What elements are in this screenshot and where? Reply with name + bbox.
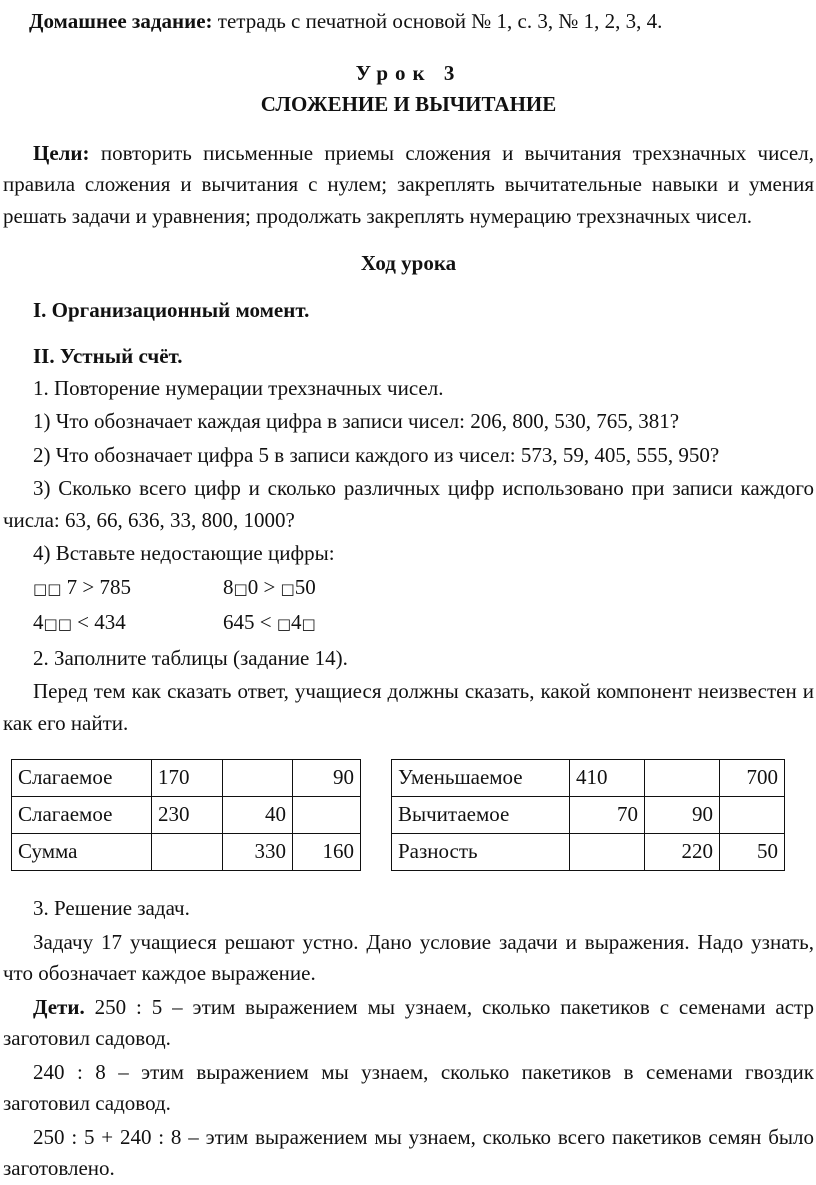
subtraction-table [391,759,785,871]
table-cell: Слагаемое [12,797,152,834]
table-cell: Сумма [12,834,152,871]
homework-text: тетрадь с печатной основой № 1, с. 3, № 1, 2, 3, 4. [212,9,663,33]
tasks-paragraph-2: Дети. 250 : 5 – этим выражением мы узнаем, сколько пакетиков с семенами астр заготовил садовод. [3,994,814,1050]
addition-table [11,759,361,871]
oral-question-3: 3) Сколько всего цифр и сколько различных цифр использовано при записи каждого числа: 63, 66, 636, 33, 800, 1000? [3,476,814,532]
homework-label: Домашнее задание: [29,9,213,33]
table-cell: 330 [223,834,293,871]
table-cell: 230 [152,797,223,834]
goals-text: повторить письменные приемы сложения и вычитания трехзначных чисел, правила сложения и вычитания с нулем; закреплять вычитательные навыки и умения решать задачи и уравнения; продолжать закреплять нумерацию трехзначных чисел. [3,140,814,228]
missing-digits-expr-2: 8□0 > □50 [223,574,316,599]
missing-digits-expr-4: 645 < □4□ [223,610,316,634]
table-cell: Уменьшаемое [392,760,570,797]
table-row [12,834,361,871]
tasks-paragraph-4: 250 : 5 + 240 : 8 – этим выражением мы узнаем, сколько всего пакетиков семян было заготовлено. [3,1124,814,1180]
blank-box: □ [57,615,72,633]
section-oral-count: II. Устный счёт. [33,344,183,368]
table-cell [645,760,720,797]
table-cell: 700 [720,760,785,797]
course-title: Ход урока [360,251,457,275]
table-cell [223,760,293,797]
oral-question-4: 4) Вставьте недостающие цифры: [33,541,335,565]
tables-block [11,759,814,871]
blank-box: □ [233,579,248,598]
lesson-title: СЛОЖЕНИЕ И ВЫЧИТАНИЕ [260,92,557,116]
table-cell [152,834,223,871]
table-cell: Слагаемое [12,760,152,797]
table-cell: 220 [645,834,720,871]
table-cell: 90 [293,760,361,797]
missing-digits-row-1 [3,572,814,606]
section-organizational: I. Организационный момент. [33,297,310,322]
oral-item-1: 1. Повторение нумерации трехзначных чисел. [33,375,444,400]
table-cell [720,797,785,834]
blank-box: □ [43,615,58,633]
homework-line [29,6,814,38]
tasks-item-3: 3. Решение задач. [33,896,190,920]
table-cell: 90 [645,797,720,834]
table-row [12,760,361,797]
table-cell: Разность [392,834,570,871]
goals-label: Цели: [33,140,90,165]
goals-paragraph [3,138,814,233]
table-cell: 70 [570,797,645,834]
children-label: Дети. [33,994,85,1019]
table-cell: 40 [223,797,293,834]
table-row [392,834,785,871]
blank-box: □ [301,615,316,633]
missing-digits-expr-3: 4□□ < 434 [33,610,126,634]
blank-box: □ [276,615,292,633]
blank-box: □ [47,579,62,598]
tasks-paragraph-1: Задачу 17 учащиеся решают устно. Дано условие задачи и выражения. Надо узнать, что обозначает каждое выражение. [3,929,814,985]
table-row [12,797,361,834]
blank-box: □ [33,579,48,598]
blank-box: □ [280,579,295,598]
missing-digits-row-2 [3,607,814,641]
table-cell: Вычитаемое [392,797,570,834]
oral-question-2: 2) Что обозначает цифра 5 в записи каждого из чисел: 573, 59, 405, 555, 950? [33,442,720,467]
table-row [392,797,785,834]
table-cell: 410 [570,760,645,797]
table-cell: 170 [152,760,223,797]
lesson-number: Урок 3 [355,60,462,85]
oral-item-2-text: Перед тем как сказать ответ, учащиеся должны сказать, какой компонент неизвестен и как его найти. [3,679,814,735]
oral-item-2: 2. Заполните таблицы (задание 14). [33,645,348,670]
missing-digits-expr-1: □□ 7 > 785 [33,574,131,599]
table-row [392,760,785,797]
table-cell: 160 [293,834,361,871]
tasks-paragraph-3: 240 : 8 – этим выражением мы узнаем, сколько пакетиков в семенами гвоздик заготовил садовод. [3,1059,814,1115]
table-cell [293,797,361,834]
table-cell [570,834,645,871]
table-cell: 50 [720,834,785,871]
oral-question-1: 1) Что обозначает каждая цифра в записи чисел: 206, 800, 530, 765, 381? [33,409,680,433]
